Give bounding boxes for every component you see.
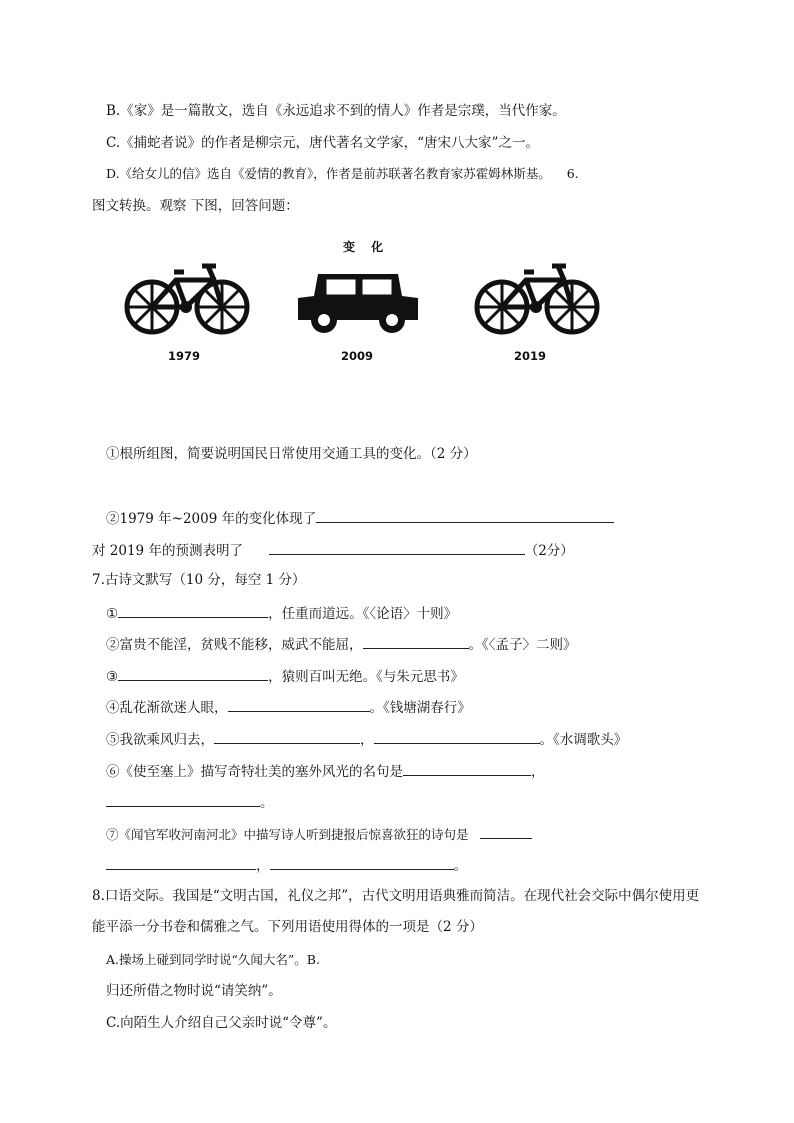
q7-item-6-cont bbox=[106, 792, 274, 812]
year-label-2019: 2019 bbox=[514, 349, 547, 363]
q7-item-3 bbox=[106, 666, 464, 686]
answer-blank[interactable] bbox=[118, 666, 268, 681]
q7-item-5-text: ⑤我欲乘风归去， bbox=[106, 732, 214, 748]
question-6-number: 6. bbox=[566, 166, 579, 181]
q8-line-2: 能平添一分书卷和儒雅之气。下列用语使用得体的一项是（2 分） bbox=[92, 919, 483, 935]
answer-blank[interactable] bbox=[363, 634, 469, 649]
option-b: B.《家》是一篇散文，选自《永远追求不到的情人》作者是宗璞，当代作家。 bbox=[106, 103, 566, 119]
q7-item-2 bbox=[106, 634, 577, 654]
q7-item-7-text: ⑦《闻官军收河南河北》中描写诗人听到捷报后惊喜欲狂的诗句是 bbox=[106, 827, 469, 842]
q6-intro: 图文转换。观察 下图，回答问题： bbox=[92, 198, 299, 214]
q6-sub1: ①根所组图，简要说明国民日常使用交通工具的变化。（2 分） bbox=[106, 446, 477, 462]
option-d bbox=[106, 165, 579, 183]
q8-option-c: C.向陌生人介绍自己父亲时说“令尊”。 bbox=[106, 1015, 337, 1031]
q7-item-1-text: ，任重而道远。《〈论语〉十则》 bbox=[268, 606, 458, 622]
answer-blank[interactable] bbox=[374, 729, 540, 744]
q8-option-b: 归还所借之物时说“请笑纳”。 bbox=[106, 983, 282, 999]
q6-sub3 bbox=[92, 540, 574, 560]
answer-blank[interactable] bbox=[106, 855, 256, 870]
q6-sub3-score: （2分） bbox=[524, 543, 574, 559]
bicycle-icon bbox=[124, 262, 250, 338]
q6-sub2 bbox=[106, 508, 614, 528]
q7-item-3-num: ③ bbox=[106, 669, 119, 685]
q7-item-1-num: ① bbox=[106, 606, 119, 622]
q7-item-7-end: 。 bbox=[453, 858, 467, 874]
q7-item-6-end: 。 bbox=[260, 795, 274, 811]
q7-item-2-text: ②富贵不能淫，贫贱不能移，威武不能屈， bbox=[106, 637, 363, 653]
answer-blank[interactable] bbox=[316, 508, 614, 523]
q7-item-6-sep: ， bbox=[531, 764, 545, 780]
q7-title: 7.古诗文默写（10 分，每空 1 分） bbox=[92, 572, 306, 588]
q7-item-6 bbox=[106, 761, 545, 781]
answer-blank[interactable] bbox=[106, 792, 260, 807]
q7-item-5-sep: ， bbox=[360, 732, 374, 748]
q7-item-5-tail: 。《水调歌头》 bbox=[539, 732, 628, 748]
q7-item-4-tail: 。《钱塘湖春行》 bbox=[369, 700, 471, 716]
car-icon bbox=[294, 272, 422, 334]
q7-item-5 bbox=[106, 729, 627, 749]
option-d-text: D.《给女儿的信》选自《爱情的教育》，作者是前苏联著名教育家苏霍姆林斯基。 bbox=[106, 166, 551, 181]
answer-blank[interactable] bbox=[118, 603, 268, 618]
q7-item-4-text: ④乱花渐欲迷人眼， bbox=[106, 700, 228, 716]
answer-blank[interactable] bbox=[480, 824, 532, 839]
q7-item-3-text: ，猿则百叫无绝。《与朱元思书》 bbox=[268, 669, 464, 685]
q7-item-7-sep: ， bbox=[256, 858, 270, 874]
answer-blank[interactable] bbox=[269, 540, 525, 555]
answer-blank[interactable] bbox=[270, 855, 454, 870]
q6-sub2-text: ②1979 年~2009 年的变化体现了 bbox=[106, 511, 317, 527]
answer-blank[interactable] bbox=[228, 697, 370, 712]
option-c: C.《捕蛇者说》的作者是柳宗元，唐代著名文学家，“唐宋八大家”之一。 bbox=[106, 135, 539, 151]
year-label-1979: 1979 bbox=[168, 349, 201, 363]
q7-item-2-tail: 。《〈孟子〉二则》 bbox=[468, 637, 577, 653]
q8-option-a: A.操场上碰到同学时说“久闻大名”。B. bbox=[106, 952, 320, 967]
q7-item-4 bbox=[106, 697, 471, 717]
answer-blank[interactable] bbox=[403, 761, 531, 776]
bicycle-icon bbox=[474, 262, 600, 338]
q8-line-1: 8.口语交际。我国是“文明古国，礼仪之邦”，古代文明用语典雅而简洁。在现代社会交际中偶尔使用更 bbox=[92, 888, 700, 904]
figure-title: 变 化 bbox=[343, 240, 390, 254]
q7-item-7-cont bbox=[106, 855, 467, 875]
year-label-2009: 2009 bbox=[341, 349, 374, 363]
q7-item-6-text: ⑥《使至塞上》描写奇特壮美的塞外风光的名句是 bbox=[106, 764, 403, 780]
q7-item-1 bbox=[106, 603, 457, 623]
answer-blank[interactable] bbox=[214, 729, 360, 744]
q7-item-7 bbox=[106, 824, 532, 844]
q6-sub3-text: 对 2019 年的预测表明了 bbox=[92, 543, 243, 559]
